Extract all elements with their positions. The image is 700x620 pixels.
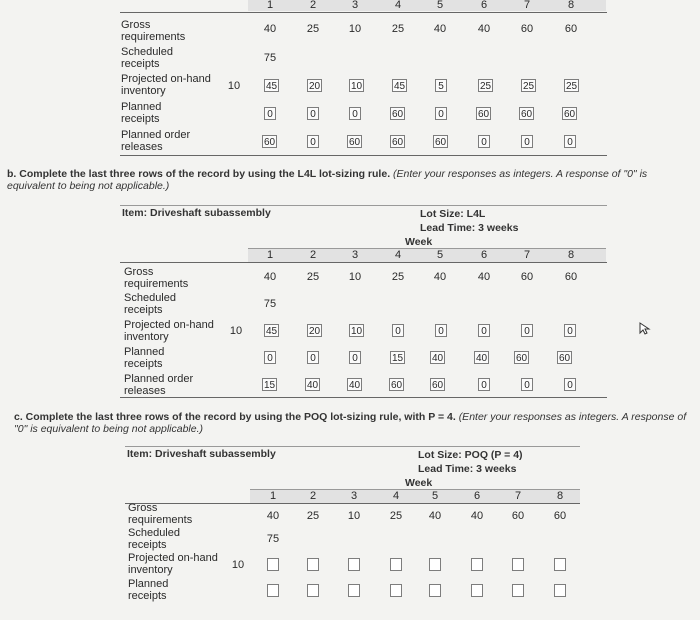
planned-release-cell: 60 — [435, 137, 447, 148]
planned-release-cell: 60 — [392, 137, 404, 148]
gross-value: 25 — [306, 510, 320, 522]
week-label: Week — [405, 236, 433, 248]
initial-inventory: 10 — [229, 325, 243, 337]
week-number: 8 — [567, 0, 575, 11]
gross-value: 40 — [263, 271, 277, 283]
planned-receipt-input[interactable]: 60 — [516, 353, 528, 364]
planned-release-cell: 0 — [564, 135, 576, 148]
row-label-scheduled-receipts: Scheduled receipts — [121, 46, 173, 70]
planned-receipt-input[interactable] — [390, 584, 402, 597]
week-number: 1 — [266, 0, 274, 11]
gross-value: 60 — [564, 23, 578, 35]
planned-receipt-cell: 60 — [564, 109, 576, 120]
row-label-planned-order-releases: Planned order releases — [124, 373, 194, 397]
gross-value: 25 — [306, 271, 320, 283]
week-header-shade — [248, 249, 606, 262]
gross-value: 60 — [564, 271, 578, 283]
week-number: 5 — [436, 249, 444, 261]
divider — [120, 12, 607, 13]
pohi-input[interactable]: 45 — [266, 326, 278, 337]
row-label-planned-receipts: Planned receipts — [121, 101, 162, 125]
lot-size: Lot Size: L4L — [420, 208, 486, 220]
gross-value: 40 — [266, 510, 280, 522]
gross-value: 40 — [433, 271, 447, 283]
pohi-input[interactable]: 0 — [521, 324, 533, 337]
pohi-cell: 20 — [309, 81, 321, 92]
gross-value: 60 — [520, 271, 534, 283]
pohi-input[interactable] — [429, 558, 441, 571]
gross-value: 60 — [511, 510, 525, 522]
row-label-projected-on-hand: Projected on-hand inventory — [128, 552, 218, 576]
week-number: 7 — [523, 0, 531, 11]
pohi-input[interactable] — [348, 558, 360, 571]
planned-release-input[interactable]: 40 — [307, 380, 319, 391]
divider — [120, 155, 607, 156]
pohi-input[interactable] — [267, 558, 279, 571]
gross-value: 10 — [348, 23, 362, 35]
pohi-input[interactable] — [307, 558, 319, 571]
planned-receipt-cell: 60 — [392, 109, 404, 120]
divider — [125, 446, 580, 447]
pohi-cell: 25 — [566, 81, 578, 92]
row-label-projected-on-hand: Projected on-hand inventory — [121, 73, 211, 97]
planned-release-input[interactable]: 40 — [349, 380, 361, 391]
pohi-input[interactable]: 0 — [435, 324, 447, 337]
planned-receipt-input[interactable] — [471, 584, 483, 597]
gross-value: 40 — [477, 23, 491, 35]
divider — [120, 397, 607, 398]
scheduled-value: 75 — [263, 52, 277, 64]
planned-receipt-input[interactable]: 0 — [264, 351, 276, 364]
gross-value: 60 — [520, 23, 534, 35]
week-number: 3 — [351, 0, 359, 11]
gross-value: 40 — [470, 510, 484, 522]
row-label-projected-on-hand: Projected on-hand inventory — [124, 319, 214, 343]
week-number: 6 — [480, 0, 488, 11]
pohi-input[interactable]: 0 — [564, 324, 576, 337]
instruction-b: b. Complete the last three rows of the record by using the L4L lot-sizing rule. (Enter your responses as integers. A response of "0" is equivalent to being not applicable.) — [7, 168, 648, 192]
week-label: Week — [405, 477, 433, 489]
planned-release-cell: 60 — [349, 137, 361, 148]
week-header-shade — [248, 0, 606, 11]
planned-release-input[interactable]: 60 — [432, 380, 444, 391]
planned-receipt-cell: 60 — [478, 109, 490, 120]
divider — [120, 262, 607, 263]
lot-size: Lot Size: POQ (P = 4) — [418, 449, 523, 461]
scheduled-value: 75 — [266, 533, 280, 545]
week-header-shade — [250, 490, 580, 503]
planned-receipt-input[interactable] — [348, 584, 360, 597]
gross-value: 40 — [428, 510, 442, 522]
week-number: 8 — [567, 249, 575, 261]
planned-receipt-input[interactable]: 15 — [392, 353, 404, 364]
row-label-planned-order-releases: Planned order releases — [121, 129, 191, 153]
week-number: 5 — [436, 0, 444, 11]
pohi-input[interactable]: 10 — [351, 326, 363, 337]
planned-receipt-input[interactable] — [512, 584, 524, 597]
week-number: 1 — [269, 490, 277, 502]
pohi-cell: 45 — [266, 81, 278, 92]
row-label-scheduled-receipts: Scheduled receipts — [128, 527, 180, 551]
week-number: 2 — [309, 0, 317, 11]
pohi-input[interactable]: 0 — [392, 324, 404, 337]
pohi-input[interactable] — [390, 558, 402, 571]
cursor-icon — [638, 322, 652, 336]
week-number: 2 — [309, 490, 317, 502]
gross-value: 25 — [306, 23, 320, 35]
gross-value: 10 — [347, 510, 361, 522]
gross-value: 40 — [433, 23, 447, 35]
planned-receipt-input[interactable]: 60 — [559, 353, 571, 364]
pohi-cell: 10 — [351, 81, 363, 92]
planned-receipt-input[interactable] — [267, 584, 279, 597]
week-number: 5 — [431, 490, 439, 502]
planned-receipt-cell: 60 — [521, 109, 533, 120]
gross-value: 10 — [348, 271, 362, 283]
pohi-input[interactable]: 0 — [478, 324, 490, 337]
planned-receipt-cell: 0 — [435, 107, 447, 120]
planned-release-cell: 0 — [478, 135, 490, 148]
planned-receipt-input[interactable]: 0 — [307, 351, 319, 364]
row-label-scheduled-receipts: Scheduled receipts — [124, 292, 176, 316]
pohi-cell: 45 — [394, 81, 406, 92]
gross-value: 40 — [477, 271, 491, 283]
planned-release-input[interactable]: 0 — [521, 378, 533, 391]
planned-receipt-cell: 0 — [349, 107, 361, 120]
pohi-cell: 5 — [435, 79, 447, 92]
planned-receipt-input[interactable]: 0 — [349, 351, 361, 364]
pohi-input[interactable] — [471, 558, 483, 571]
pohi-cell: 25 — [523, 81, 535, 92]
week-number: 4 — [394, 249, 402, 261]
gross-value: 40 — [263, 23, 277, 35]
planned-receipt-cell: 0 — [307, 107, 319, 120]
divider — [120, 205, 607, 206]
week-number: 8 — [556, 490, 564, 502]
planned-receipt-input[interactable] — [429, 584, 441, 597]
pohi-cell: 25 — [480, 81, 492, 92]
item-label: Item: Driveshaft subassembly — [127, 448, 276, 460]
week-number: 3 — [351, 249, 359, 261]
gross-value: 25 — [391, 23, 405, 35]
week-number: 4 — [392, 490, 400, 502]
week-number: 2 — [309, 249, 317, 261]
planned-release-input[interactable]: 60 — [391, 380, 403, 391]
planned-receipt-input[interactable] — [554, 584, 566, 597]
initial-inventory: 10 — [231, 559, 245, 571]
planned-receipt-input[interactable]: 40 — [476, 353, 488, 364]
week-number: 6 — [480, 249, 488, 261]
week-number: 3 — [350, 490, 358, 502]
week-number: 7 — [514, 490, 522, 502]
week-number: 1 — [266, 249, 274, 261]
planned-receipt-input[interactable] — [307, 584, 319, 597]
lead-time: Lead Time: 3 weeks — [420, 222, 519, 234]
instruction-c: c. Complete the last three rows of the record by using the POQ lot-sizing rule, with P = 4. (Enter your responses as integers. A response of "0" is equivalent to being not applicable.) — [14, 411, 687, 435]
item-label: Item: Driveshaft subassembly — [122, 207, 271, 219]
initial-inventory: 10 — [227, 80, 241, 92]
week-number: 7 — [523, 249, 531, 261]
week-number: 4 — [394, 0, 402, 11]
planned-release-cell: 0 — [307, 135, 319, 148]
planned-receipt-cell: 0 — [264, 107, 276, 120]
row-label-gross-requirements: Gross requirements — [128, 502, 193, 526]
scheduled-value: 75 — [263, 298, 277, 310]
pohi-input[interactable] — [554, 558, 566, 571]
lead-time: Lead Time: 3 weeks — [418, 463, 517, 475]
gross-value: 25 — [391, 271, 405, 283]
planned-release-input[interactable]: 0 — [564, 378, 576, 391]
row-label-planned-receipts: Planned receipts — [124, 346, 165, 370]
pohi-input[interactable] — [512, 558, 524, 571]
planned-receipt-input[interactable]: 40 — [432, 353, 444, 364]
planned-release-cell: 60 — [264, 137, 276, 148]
week-number: 6 — [473, 490, 481, 502]
planned-release-input[interactable]: 15 — [264, 380, 276, 391]
row-label-gross-requirements: Gross requirements — [121, 19, 186, 43]
row-label-gross-requirements: Gross requirements — [124, 266, 189, 290]
gross-value: 60 — [553, 510, 567, 522]
row-label-planned-receipts: Planned receipts — [128, 578, 169, 602]
gross-value: 25 — [389, 510, 403, 522]
pohi-input[interactable]: 20 — [309, 326, 321, 337]
planned-release-input[interactable]: 0 — [478, 378, 490, 391]
planned-release-cell: 0 — [521, 135, 533, 148]
